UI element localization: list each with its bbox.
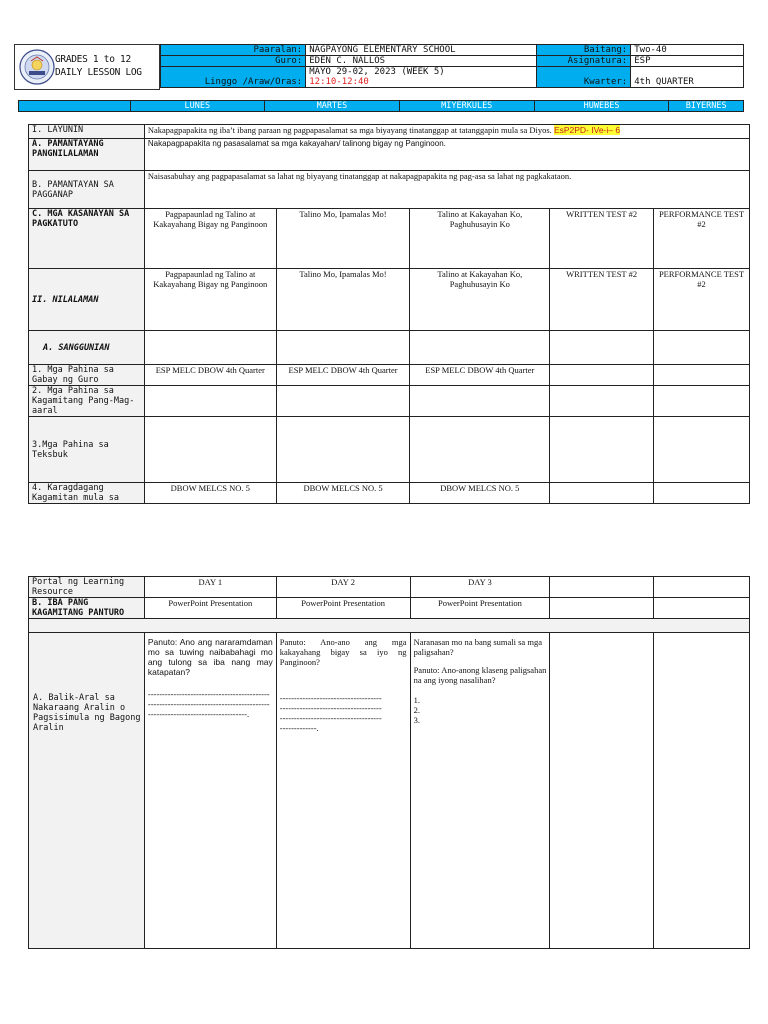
day-header-2: DAY 2 [276, 577, 410, 598]
table-row [29, 598, 750, 619]
oras-value: 12:10-12:40 [309, 77, 369, 87]
kasanayan-day1: Pagpapaunlad ng Talino at Kakayahang Bigay ng Panginoon [144, 209, 276, 269]
table-row [29, 139, 750, 171]
balik-day4 [550, 633, 654, 949]
nilalaman-day4: WRITTEN TEST #2 [550, 269, 654, 331]
day-header-1: DAY 1 [144, 577, 276, 598]
iba-day2: PowerPoint Presentation [276, 598, 410, 619]
baitang-value: Two-40 [631, 45, 744, 56]
table-row [29, 171, 750, 209]
table-row [29, 331, 750, 365]
gabay-day2: ESP MELC DBOW 4th Quarter [276, 365, 410, 386]
nilalaman-day5: PERFORMANCE TEST #2 [654, 269, 750, 331]
answer-line: ------------------------------------------- [147, 699, 270, 709]
karagdagang-day1: DBOW MELCS NO. 5 [144, 483, 276, 504]
table-row [29, 633, 750, 949]
balik-day5 [654, 633, 750, 949]
empty-cell [144, 417, 276, 483]
latunin-cell [144, 125, 749, 139]
table-row [29, 209, 750, 269]
empty-cell [144, 386, 276, 417]
day-huwebes: HUWEBES [534, 101, 669, 112]
table-row [29, 619, 750, 633]
empty-cell [654, 386, 750, 417]
paaralan-label: Paaralan: [161, 45, 306, 56]
day-header-3: DAY 3 [410, 577, 550, 598]
deped-seal-icon [19, 49, 55, 85]
table-row [29, 386, 750, 417]
karagdagang-day5 [654, 483, 750, 504]
day-martes: MARTES [265, 101, 400, 112]
list-item: 2. [413, 705, 420, 715]
latunin-text: Nakapagpapakita ng iba’t ibang paraan ng pagpapasalamat sa mga biyayang tinatanggap at tatanggapin mula sa Diyos. [147, 125, 552, 135]
table-row [29, 417, 750, 483]
table-row [29, 125, 750, 139]
day3-question-1: Naranasan mo na bang sumali sa mga paligsahan? [413, 637, 542, 657]
guro-value: EDEN C. NALLOS [306, 56, 537, 67]
list-item: 1. [413, 695, 420, 705]
kasanayan-label: C. MGA KASANAYAN SA PAGKATUTO [29, 209, 145, 269]
sanggunian-label: A. SANGGUNIAN [29, 331, 145, 365]
answer-line: ------------------------------------ [279, 713, 382, 723]
answer-line: -----------------------------------. [147, 709, 250, 719]
iba-label: B. IBA PANG KAGAMITANG PANTURO [29, 598, 145, 619]
pangnilalaman-label: A. PAMANTAYANG PANGNILALAMAN [29, 139, 145, 171]
kasanayan-day4: WRITTEN TEST #2 [550, 209, 654, 269]
day-miyerkules: MIYERKULES [399, 101, 534, 112]
kasanayan-day2: Talino Mo, Ipamalas Mo! [276, 209, 410, 269]
empty-cell [550, 386, 654, 417]
day2-instruction: Panuto: Ano-ano ang mga kakayahang bigay sa iyo ng Panginoon? [279, 637, 407, 667]
balik-day3 [410, 633, 550, 949]
answer-line: ------------------------------------ [279, 693, 382, 703]
latunin-code: EsP2PD- IVe-i– 6 [553, 125, 621, 135]
portal-label: Portal ng Learning Resource [29, 577, 145, 598]
table-row [29, 577, 750, 598]
asignatura-label: Asignatura: [536, 56, 630, 67]
guro-label: Guro: [161, 56, 306, 67]
kwarter-label: Kwarter: [536, 67, 630, 88]
petsa-oras-cell [306, 67, 537, 88]
balik-day1 [144, 633, 276, 949]
answer-line: ------------------------------------------- [147, 689, 270, 699]
doc-title-line2: DAILY LESSON LOG [55, 67, 142, 78]
kasanayan-day5: PERFORMANCE TEST #2 [654, 209, 750, 269]
answer-line: -------------. [279, 723, 319, 733]
paaralan-value: NAGPAYONG ELEMENTARY SCHOOL [306, 45, 537, 56]
karagdagang-day3: DBOW MELCS NO. 5 [410, 483, 550, 504]
pagganap-text: Naisasabuhay ang pagpapasalamat sa lahat ng biyayang tinatanggap at nakapagpapakita ng pag-asa sa lahat ng pagkakataon. [144, 171, 749, 209]
gabay-day4 [550, 365, 654, 386]
nilalaman-day3: Talino at Kakayahan Ko, Paghuhusayin Ko [410, 269, 550, 331]
empty-cell [550, 417, 654, 483]
pagganap-label: B. PAMANTAYAN SA PAGGANAP [29, 171, 145, 209]
balik-label: A. Balik-Aral sa Nakaraang Aralin o Pagsisimula ng Bagong Aralin [29, 633, 145, 949]
petsa-value: MAYO 29-02, 2023 (WEEK 5) [309, 67, 445, 77]
day-lunes: LUNES [130, 101, 265, 112]
nilalaman-day1: Pagpapaunlad ng Talino at Kakayahang Bigay ng Panginoon [144, 269, 276, 331]
empty-cell [410, 417, 550, 483]
days-header-bar [18, 100, 744, 112]
empty-cell [276, 386, 410, 417]
answer-line: ------------------------------------ [279, 703, 382, 713]
kasanayan-day3: Talino at Kakayahan Ko, Paghuhusayin Ko [410, 209, 550, 269]
table-row [29, 483, 750, 504]
pangnilalaman-text: Nakapagpapakita ng pasasalamat sa mga kakayahan/ talinong bigay ng Panginoon. [144, 139, 749, 171]
list-item: 3. [413, 715, 420, 725]
empty-cell [550, 331, 654, 365]
asignatura-value: ESP [631, 56, 744, 67]
latunin-label: I. LAYUNIN [29, 125, 145, 139]
header-info-table [160, 44, 744, 88]
iba-day4 [550, 598, 654, 619]
table-row [29, 365, 750, 386]
empty-cell [276, 331, 410, 365]
kwarter-value: 4th QUARTER [631, 67, 744, 88]
day-biyernes: BIYERNES [669, 101, 744, 112]
baitang-label: Baitang: [536, 45, 630, 56]
iba-day1: PowerPoint Presentation [144, 598, 276, 619]
day-header-5 [654, 577, 750, 598]
iba-day5 [654, 598, 750, 619]
balik-day2 [276, 633, 410, 949]
empty-cell [144, 331, 276, 365]
day-header-4 [550, 577, 654, 598]
gabay-day5 [654, 365, 750, 386]
teksbuk-label: 3.Mga Pahina sa Teksbuk [29, 417, 145, 483]
empty-cell [654, 331, 750, 365]
empty-cell [410, 386, 550, 417]
lesson-table-2 [28, 576, 750, 949]
day3-question-2: Panuto: Ano-anong klaseng paligsahan na ang iyong nasalihan? [413, 665, 547, 685]
header-logo-cell [14, 44, 160, 90]
iba-day3: PowerPoint Presentation [410, 598, 550, 619]
empty-cell [410, 331, 550, 365]
empty-cell [276, 417, 410, 483]
gabay-day3: ESP MELC DBOW 4th Quarter [410, 365, 550, 386]
gabay-day1: ESP MELC DBOW 4th Quarter [144, 365, 276, 386]
linggo-label: Linggo /Araw/Oras: [161, 67, 306, 88]
karagdagang-day2: DBOW MELCS NO. 5 [276, 483, 410, 504]
karagdagang-label: 4. Karagdagang Kagamitan mula sa [29, 483, 145, 504]
karagdagang-day4 [550, 483, 654, 504]
doc-title-line1: GRADES 1 to 12 [55, 54, 131, 65]
days-blank [19, 101, 131, 112]
gabay-label: 1. Mga Pahina sa Gabay ng Guro [29, 365, 145, 386]
nilalaman-label: II. NILALAMAN [29, 269, 145, 331]
kagamitan-label: 2. Mga Pahina sa Kagamitang Pang-Mag-aaral [29, 386, 145, 417]
nilalaman-day2: Talino Mo, Ipamalas Mo! [276, 269, 410, 331]
empty-cell [654, 417, 750, 483]
spacer-row [29, 619, 750, 633]
table-row [29, 269, 750, 331]
day1-instruction: Panuto: Ano ang nararamdaman mo sa tuwing naibabahagi mo ang tulong sa iba nang may katapatan? [147, 637, 273, 677]
lesson-table-1 [28, 124, 750, 504]
